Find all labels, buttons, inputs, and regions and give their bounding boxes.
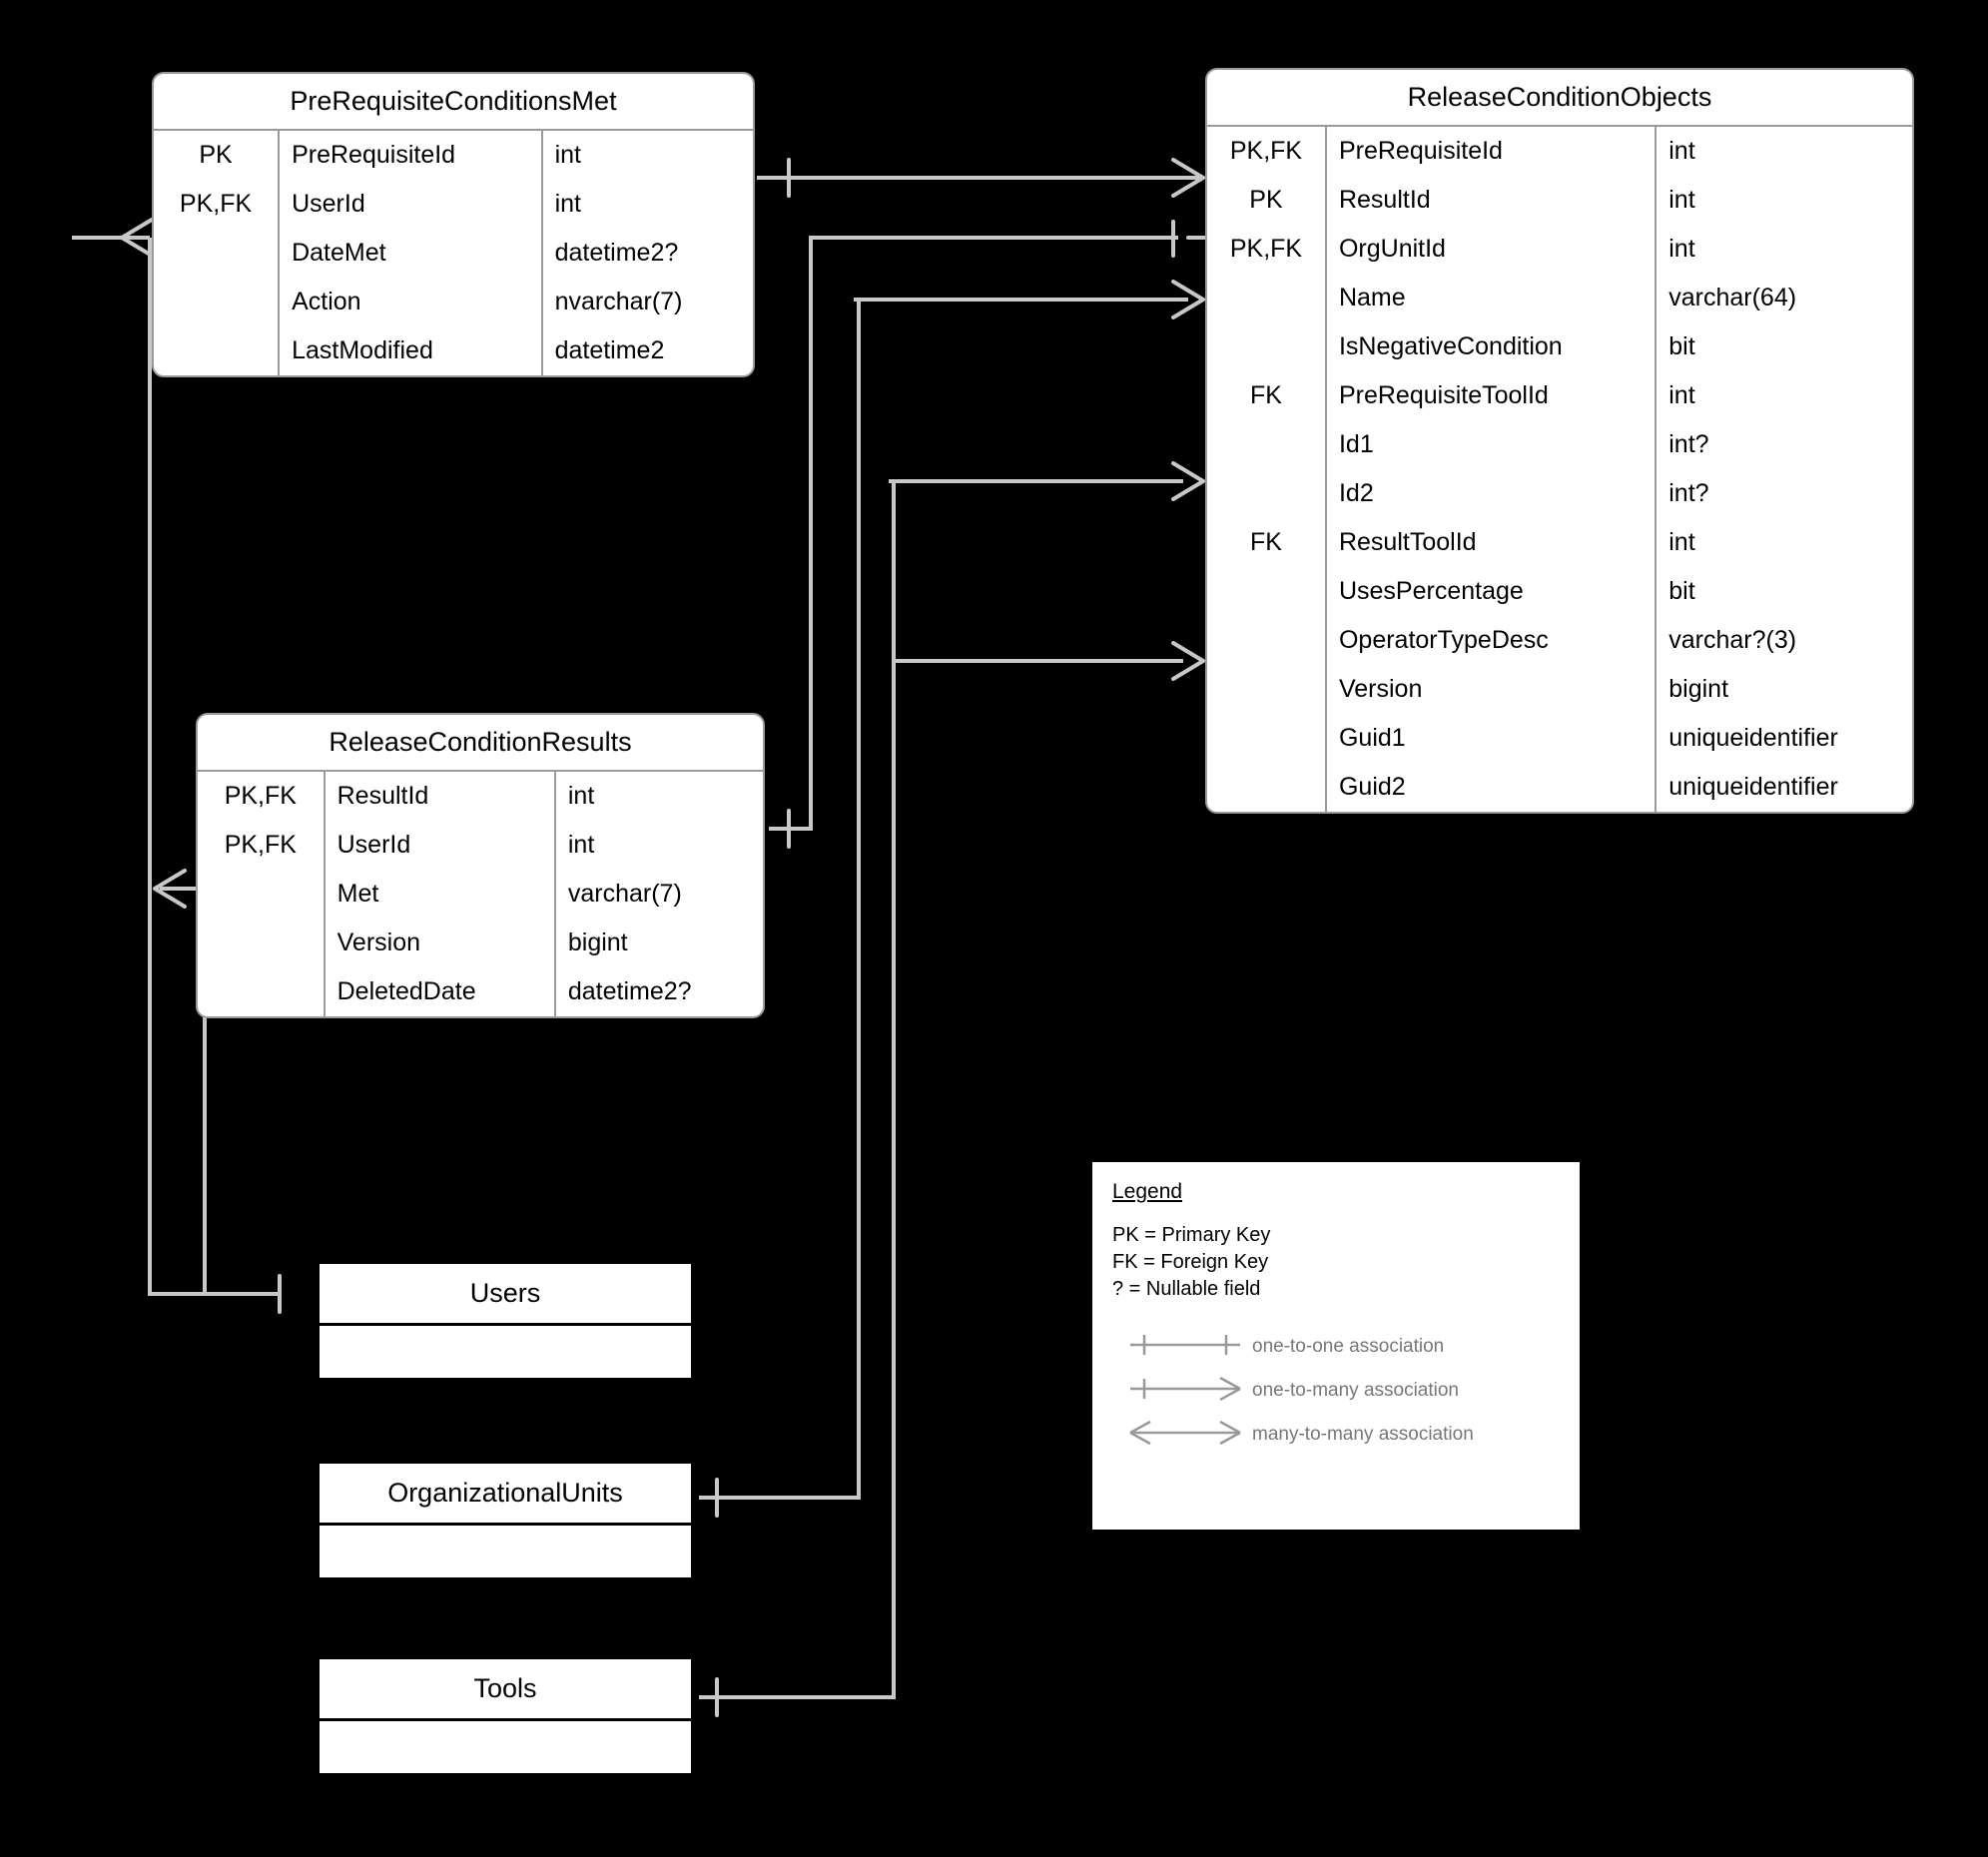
table-row: [154, 229, 753, 278]
table-row: [1207, 225, 1912, 274]
column-type: int?: [1668, 430, 1709, 458]
column-key: [198, 967, 325, 1016]
column-type: bigint: [1668, 675, 1729, 703]
column-type: bit: [1668, 332, 1695, 360]
column-type: uniqueidentifier: [1668, 724, 1838, 752]
column-name: ResultId: [325, 772, 555, 821]
column-name: Met: [325, 870, 555, 919]
column-key: [154, 278, 279, 326]
column-name: UserId: [279, 180, 541, 229]
table-row: [1207, 176, 1912, 225]
column-key: [1207, 469, 1326, 518]
column-key: [1207, 420, 1326, 469]
table-row: [198, 967, 763, 1016]
entity-tools[interactable]: [320, 1659, 691, 1773]
column-key: [154, 326, 279, 375]
one-to-one-icon: [1112, 1330, 1252, 1365]
entity-releaseconditionresults[interactable]: [196, 713, 765, 1018]
column-type: int: [1668, 381, 1695, 409]
column-name: PreRequisiteId: [279, 131, 541, 180]
column-key: PK,FK: [198, 772, 325, 821]
table-row: [154, 180, 753, 229]
column-key: [1207, 763, 1326, 812]
column-name: Name: [1326, 274, 1656, 322]
legend-row-many-to-many: [1112, 1413, 1560, 1457]
column-type: int: [1668, 528, 1695, 556]
column-key: PK,FK: [1207, 127, 1326, 176]
column-key: [1207, 274, 1326, 322]
column-name: IsNegativeCondition: [1326, 322, 1656, 371]
entity-organizationalunits[interactable]: [320, 1464, 691, 1577]
column-type: int: [554, 141, 581, 169]
column-name: PreRequisiteToolId: [1326, 371, 1656, 420]
column-name: ResultToolId: [1326, 518, 1656, 567]
column-name: Guid1: [1326, 714, 1656, 763]
table-row: [1207, 518, 1912, 567]
table-row: [1207, 274, 1912, 322]
column-key: [1207, 616, 1326, 665]
table-row: [154, 326, 753, 375]
column-name: UsesPercentage: [1326, 567, 1656, 616]
column-key: PK,FK: [154, 180, 279, 229]
table-row: [1207, 420, 1912, 469]
column-key: PK,FK: [198, 821, 325, 870]
legend-row-one-to-many: [1112, 1369, 1560, 1413]
column-name: Guid2: [1326, 763, 1656, 812]
column-name: Id2: [1326, 469, 1656, 518]
table-row: [198, 772, 763, 821]
column-type: varchar(7): [567, 880, 682, 908]
column-name: Id1: [1326, 420, 1656, 469]
column-key: [1207, 714, 1326, 763]
legend-note-nullable: ? = Nullable field: [1112, 1278, 1261, 1300]
entity-releaseconditionobjects[interactable]: [1205, 68, 1914, 814]
column-key: [198, 919, 325, 967]
many-to-many-icon: [1112, 1418, 1252, 1453]
column-type: int: [554, 190, 581, 218]
entity-columns: [198, 772, 763, 1016]
entity-body: [320, 1526, 691, 1577]
legend: [1092, 1162, 1580, 1530]
column-key: [1207, 567, 1326, 616]
table-row: [198, 919, 763, 967]
column-key: FK: [1207, 518, 1326, 567]
entity-title: ReleaseConditionObjects: [1207, 70, 1912, 127]
column-type: int: [567, 831, 595, 859]
column-name: UserId: [325, 821, 555, 870]
entity-title: Users: [320, 1264, 691, 1326]
legend-relationship-list: [1112, 1325, 1560, 1457]
column-type: int: [1668, 235, 1695, 263]
legend-label: many-to-many association: [1252, 1424, 1474, 1445]
entity-title: ReleaseConditionResults: [198, 715, 763, 772]
column-name: OrgUnitId: [1326, 225, 1656, 274]
column-type: int: [567, 782, 595, 810]
table-row: [1207, 322, 1912, 371]
column-type: bit: [1668, 577, 1695, 605]
column-type: int?: [1668, 479, 1709, 507]
table-row: [154, 278, 753, 326]
legend-note-fk: FK = Foreign Key: [1112, 1251, 1269, 1273]
table-row: [154, 131, 753, 180]
column-key: PK,FK: [1207, 225, 1326, 274]
entity-users[interactable]: [320, 1264, 691, 1378]
column-key: [154, 229, 279, 278]
column-type: int: [1668, 137, 1695, 165]
column-name: Version: [325, 919, 555, 967]
column-type: datetime2?: [554, 239, 679, 267]
legend-label: one-to-one association: [1252, 1336, 1445, 1357]
table-row: [1207, 371, 1912, 420]
one-to-many-icon: [1112, 1374, 1252, 1409]
column-type: varchar(64): [1668, 284, 1797, 311]
column-name: Version: [1326, 665, 1656, 714]
entity-body: [320, 1721, 691, 1773]
table-row: [198, 821, 763, 870]
table-row: [1207, 665, 1912, 714]
legend-row-one-to-one: [1112, 1325, 1560, 1369]
table-row: [1207, 714, 1912, 763]
column-name: LastModified: [279, 326, 541, 375]
table-row: [1207, 567, 1912, 616]
table-row: [1207, 127, 1912, 176]
column-type: datetime2?: [567, 977, 692, 1005]
entity-body: [320, 1326, 691, 1378]
legend-note-pk: PK = Primary Key: [1112, 1224, 1271, 1246]
column-key: [1207, 665, 1326, 714]
table-row: [1207, 469, 1912, 518]
column-key: PK: [1207, 176, 1326, 225]
column-key: FK: [1207, 371, 1326, 420]
entity-prerequisiteconditionsmet[interactable]: [152, 72, 755, 377]
column-name: PreRequisiteId: [1326, 127, 1656, 176]
table-row: [1207, 763, 1912, 812]
column-name: Action: [279, 278, 541, 326]
legend-title: Legend: [1112, 1180, 1183, 1203]
column-type: datetime2: [554, 336, 665, 364]
entity-title: OrganizationalUnits: [320, 1464, 691, 1526]
column-name: DeletedDate: [325, 967, 555, 1016]
column-key: PK: [154, 131, 279, 180]
column-type: bigint: [567, 928, 628, 956]
column-type: int: [1668, 186, 1695, 214]
column-key: [198, 870, 325, 919]
table-row: [1207, 616, 1912, 665]
entity-columns: [1207, 127, 1912, 812]
column-name: OperatorTypeDesc: [1326, 616, 1656, 665]
column-key: [1207, 322, 1326, 371]
column-name: ResultId: [1326, 176, 1656, 225]
table-row: [198, 870, 763, 919]
column-type: uniqueidentifier: [1668, 773, 1838, 801]
entity-title: Tools: [320, 1659, 691, 1721]
column-type: nvarchar(7): [554, 288, 683, 315]
legend-label: one-to-many association: [1252, 1380, 1459, 1401]
column-name: DateMet: [279, 229, 541, 278]
column-type: varchar?(3): [1668, 626, 1797, 654]
entity-title: PreRequisiteConditionsMet: [154, 74, 753, 131]
entity-columns: [154, 131, 753, 375]
